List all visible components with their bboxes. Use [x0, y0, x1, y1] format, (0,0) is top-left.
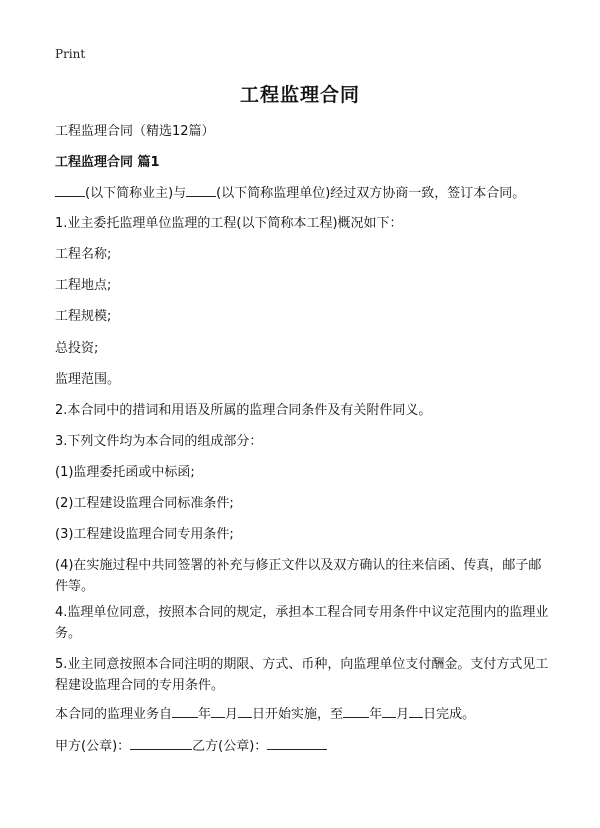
owner-blank: [55, 182, 85, 197]
end-year-label: 年: [369, 707, 383, 722]
item-3-1: (1)监理委托函或中标函;: [55, 465, 195, 480]
end-day-blank: [409, 703, 423, 718]
start-month-label: 月: [225, 707, 239, 722]
supervision-scope-line: 监理范围。: [55, 372, 121, 387]
schedule-line: [55, 703, 550, 725]
party-a-blank: [130, 735, 192, 750]
document-subtitle: 工程监理合同（精选12篇）: [55, 124, 215, 139]
party-b-label: 乙方(公章)：: [192, 739, 268, 754]
item-4: 4.监理单位同意，按照本合同的规定，承担本工程合同专用条件中议定范围内的监理业务。: [55, 605, 549, 641]
item-3-3: (3)工程建设监理合同专用条件;: [55, 527, 234, 542]
start-year-label: 年: [198, 707, 212, 722]
end-month-label: 月: [396, 707, 410, 722]
intro-part2: (以下简称监理单位)经过双方协商一致，签订本合同。: [216, 186, 526, 201]
print-label: Print: [55, 47, 86, 61]
item-2: 2.本合同中的措词和用语及所属的监理合同条件及有关附件同义。: [55, 403, 432, 418]
item-3-4: (4)在实施过程中共同签署的补充与修正文件以及双方确认的往来信函、传真，邮子邮件等。: [55, 558, 542, 594]
project-name-line: 工程名称;: [55, 247, 112, 262]
project-scale-line: 工程规模;: [55, 309, 112, 324]
end-day-label: 日完成。: [423, 707, 476, 722]
signature-line: [55, 735, 550, 757]
party-b-blank: [267, 735, 327, 750]
item-3-2: (2)工程建设监理合同标准条件;: [55, 496, 234, 511]
item-5: 5.业主同意按照本合同注明的期限、方式、币种，向监理单位支付酬金。支付方式见工程建设监理合同的专用条件。: [55, 657, 549, 693]
item-1: 1.业主委托监理单位监理的工程(以下简称本工程)概况如下：: [55, 216, 403, 231]
start-day-label: 日开始实施，至: [252, 707, 344, 722]
intro-paragraph: [55, 182, 550, 204]
intro-part1: (以下简称业主)与: [85, 186, 187, 201]
end-month-blank: [382, 703, 396, 718]
start-month-blank: [211, 703, 225, 718]
item-3: 3.下列文件均为本合同的组成部分：: [55, 434, 263, 449]
project-location-line: 工程地点;: [55, 278, 112, 293]
section-heading: 工程监理合同 篇1: [55, 155, 160, 170]
start-day-blank: [238, 703, 252, 718]
document-title: 工程监理合同: [239, 84, 360, 106]
schedule-start-prefix: 本合同的监理业务自: [55, 707, 173, 722]
total-investment-line: 总投资;: [55, 341, 99, 356]
start-year-blank: [172, 703, 198, 718]
supervisor-blank: [186, 182, 216, 197]
end-year-blank: [343, 703, 369, 718]
party-a-label: 甲方(公章)：: [55, 739, 131, 754]
